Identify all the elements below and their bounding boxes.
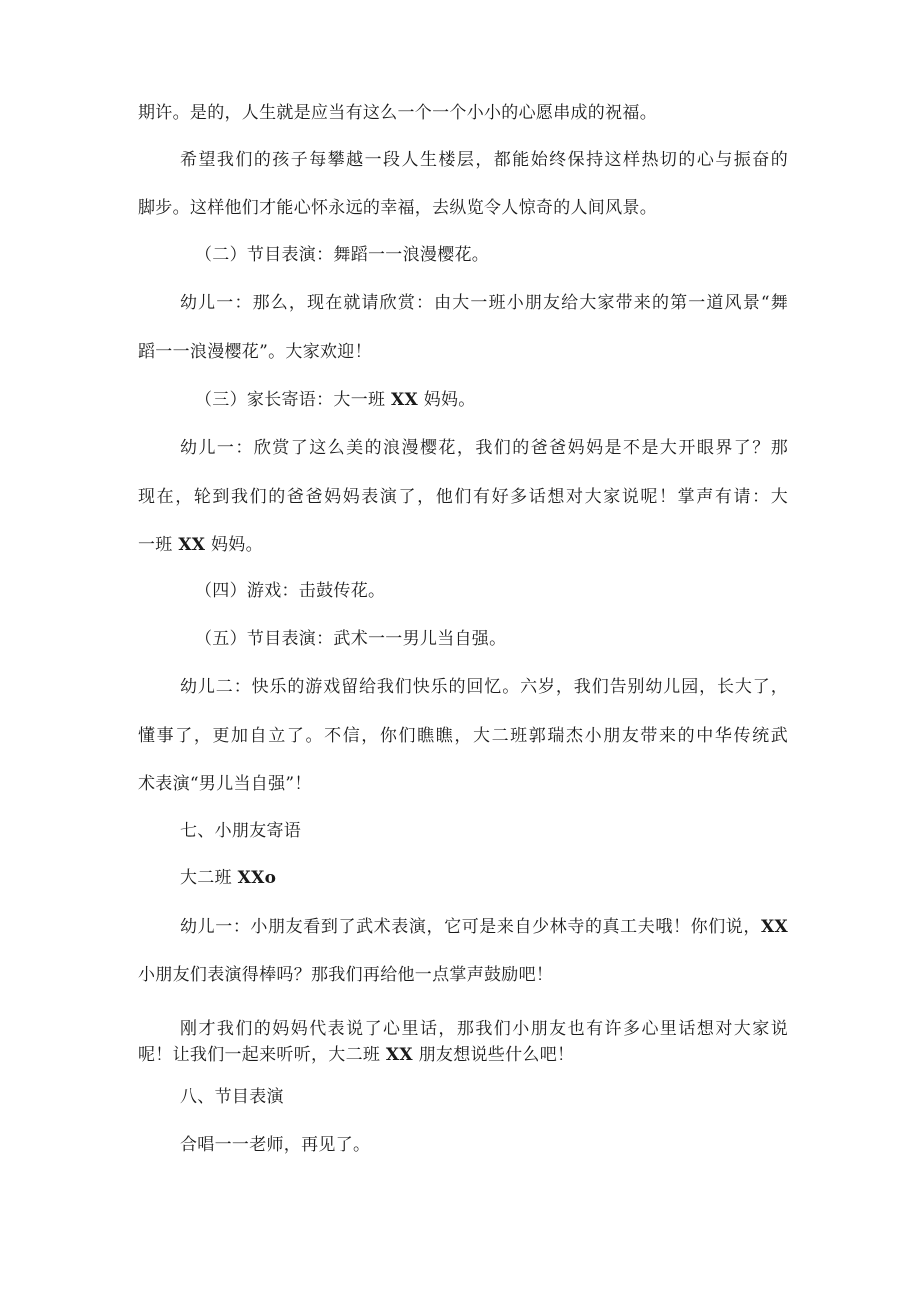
text-line-19: 小朋友们表演得棒吗？那我们再给他一点掌声鼓励吧！	[138, 965, 554, 985]
text-line-5: 幼儿一：那么，现在就请欣赏：由大一班小朋友给大家带来的第一道风景“舞	[180, 293, 788, 313]
section-heading-3: （三）家长寄语：大一班 XX 妈妈。	[195, 390, 476, 410]
section-heading-2: （二）节目表演：舞蹈一一浪漫樱花。	[195, 245, 490, 265]
text-line-6: 蹈一一浪漫樱花”。大家欢迎！	[138, 342, 372, 362]
section-heading-7: 七、小朋友寄语	[180, 821, 302, 841]
text-line-14: 懂事了，更加自立了。不信，你们瞧瞧，大二班郭瑞杰小朋友带来的中华传统武	[138, 726, 788, 746]
section-heading-8: 八、节目表演	[180, 1087, 284, 1107]
text-line-13: 幼儿二：快乐的游戏留给我们快乐的回忆。六岁，我们告别幼儿园，长大了，	[180, 677, 788, 697]
text-line-1: 期许。是的，人生就是应当有这么一个一个小小的心愿串成的祝福。	[138, 103, 657, 123]
text-line-3: 脚步。这样他们才能心怀永远的幸福，去纵览令人惊奇的人间风景。	[138, 198, 657, 218]
text-line-18: 幼儿一：小朋友看到了武术表演，它可是来自少林寺的真工夫哦！你们说，XX	[180, 917, 788, 937]
section-heading-5: （五）节目表演：武术一一男儿当自强。	[195, 629, 507, 649]
section-heading-4: （四）游戏：击鼓传花。	[195, 581, 386, 601]
text-line-15: 术表演“男儿当自强”！	[138, 774, 312, 794]
text-line-10: 一班 XX 妈妈。	[138, 535, 263, 555]
text-line-23: 合唱一一老师，再见了。	[180, 1135, 371, 1155]
text-line-2: 希望我们的孩子每攀越一段人生楼层，都能始终保持这样热切的心与振奋的	[180, 150, 788, 170]
text-line-21: 呢！让我们一起来听听，大二班 XX 朋友想说些什么吧！	[138, 1045, 575, 1065]
text-line-8: 幼儿一：欣赏了这么美的浪漫樱花，我们的爸爸妈妈是不是大开眼界了？那	[180, 438, 788, 458]
text-line-20: 刚才我们的妈妈代表说了心里话，那我们小朋友也有许多心里话想对大家说	[180, 1019, 788, 1039]
text-line-17: 大二班 XXo	[180, 868, 277, 888]
text-line-9: 现在，轮到我们的爸爸妈妈表演了，他们有好多话想对大家说呢！掌声有请：大	[138, 487, 788, 507]
